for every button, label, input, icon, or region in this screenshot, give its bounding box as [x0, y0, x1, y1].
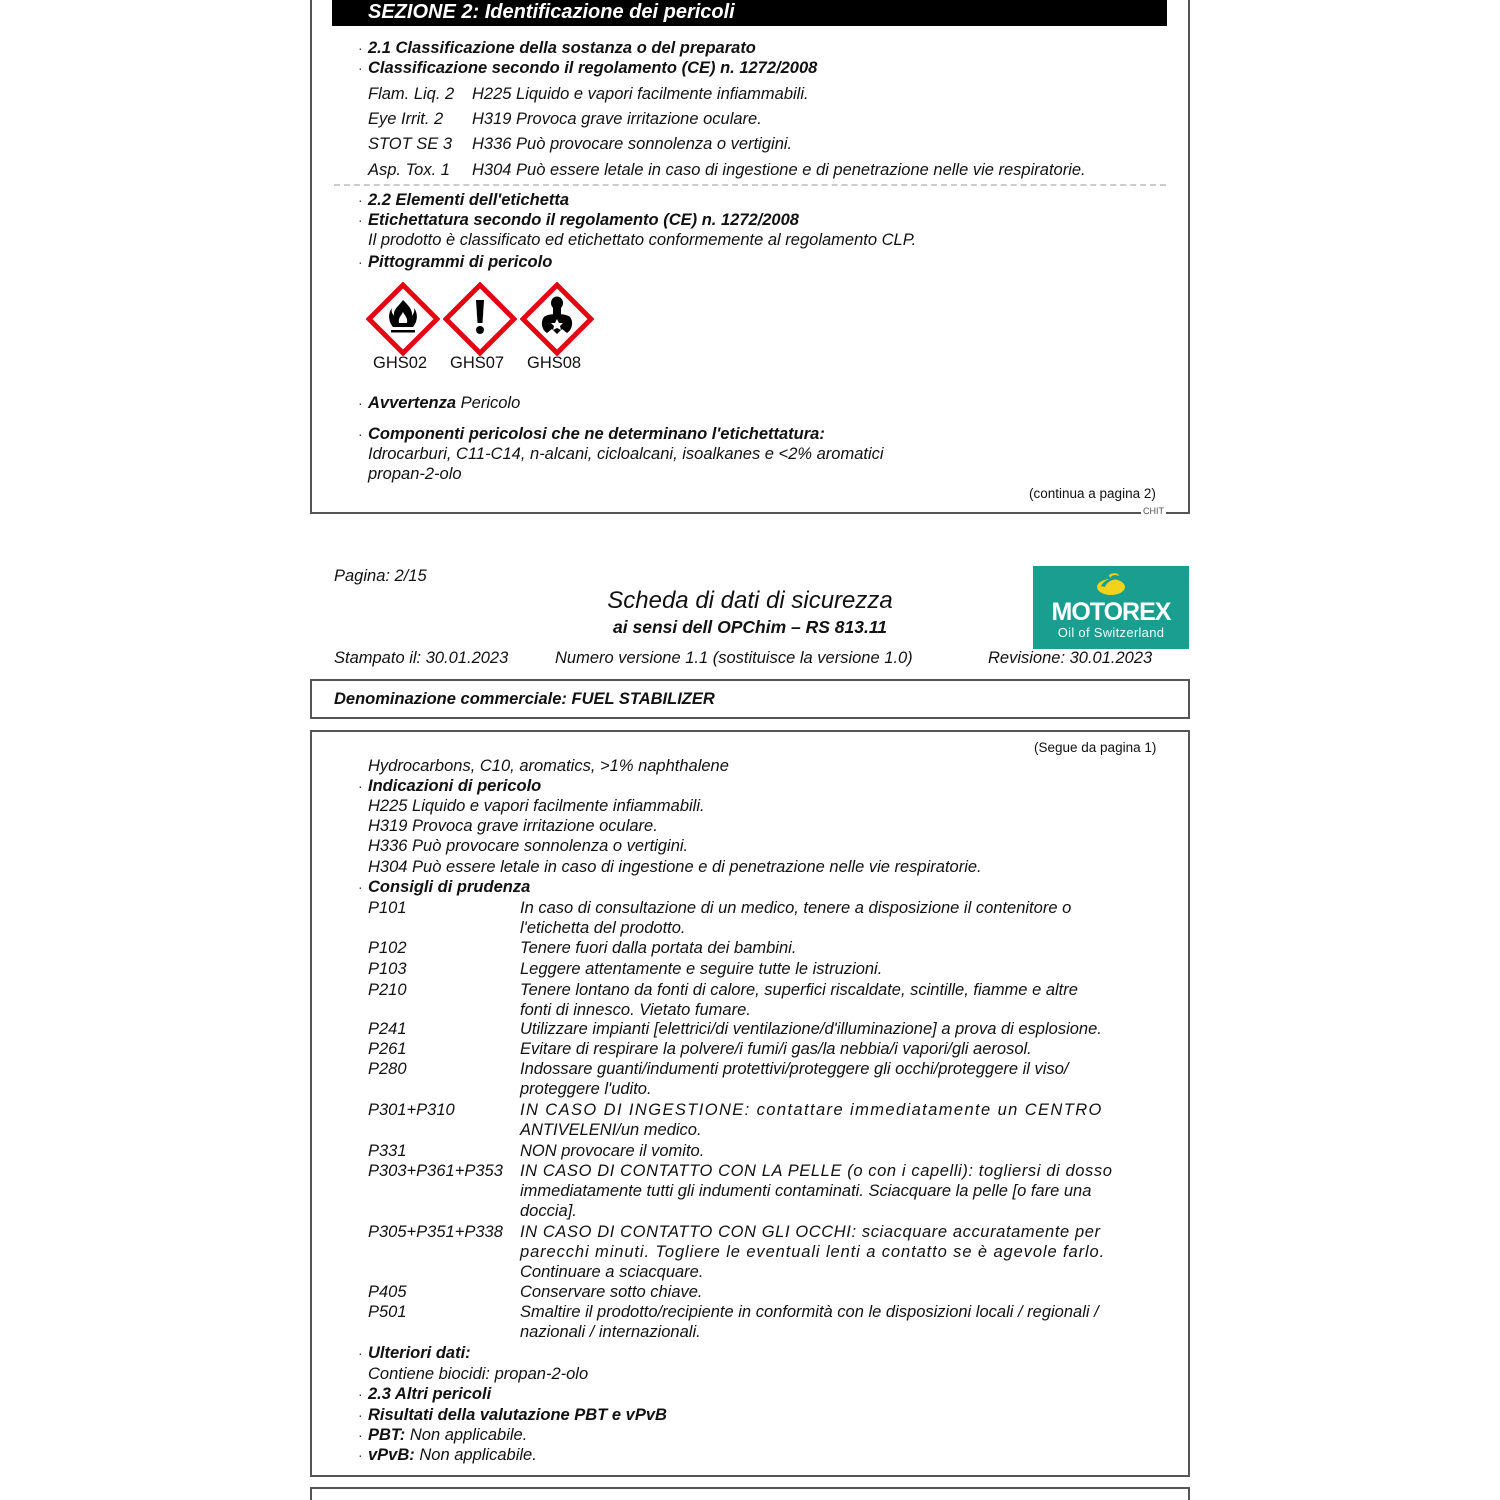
- p-code: P331: [368, 1142, 407, 1160]
- signal-word-value: Pericolo: [460, 394, 521, 412]
- class-statement: H225 Liquido e vapori facilmente infiammabili.: [472, 85, 809, 103]
- p-code: P102: [368, 939, 407, 957]
- revision-date: Revisione: 30.01.2023: [988, 649, 1153, 667]
- p-code: P103: [368, 960, 407, 978]
- signal-word-label: Avvertenza: [368, 394, 457, 412]
- p-text: immediatamente tutti gli indumenti contaminati. Sciacquare la pelle [o fare una: [520, 1182, 1092, 1200]
- bullet: ·: [358, 1386, 363, 1402]
- pbt-heading: Risultati della valutazione PBT e vPvB: [368, 1406, 667, 1424]
- p-text: parecchi minuti. Togliere le eventuali lenti a contatto se è agevole farlo.: [520, 1243, 1106, 1261]
- p-code: P261: [368, 1040, 407, 1058]
- components-heading: Componenti pericolosi che ne determinano l'etichettatura:: [368, 425, 825, 443]
- continued-note: (continua a pagina 2): [1029, 486, 1156, 501]
- section-2-header: SEZIONE 2: Identificazione dei pericoli: [332, 0, 1167, 26]
- printed-date: Stampato il: 30.01.2023: [334, 649, 509, 667]
- p-text: proteggere l'udito.: [520, 1080, 652, 1098]
- p-text: Smaltire il prodotto/recipiente in conformità con le disposizioni locali / regionali /: [520, 1303, 1099, 1321]
- bullet: ·: [358, 60, 363, 76]
- hazard-statements-heading: Indicazioni di pericolo: [368, 777, 542, 795]
- bullet: ·: [358, 879, 363, 895]
- p-text: IN CASO DI CONTATTO CON GLI OCCHI: sciacquare accuratamente per: [520, 1223, 1101, 1241]
- p-text: Tenere lontano da fonti di calore, superfici riscaldate, scintille, fiamme e altre: [520, 981, 1078, 999]
- class-category: Eye Irrit. 2: [368, 110, 444, 128]
- p-code: P210: [368, 981, 407, 999]
- trade-name: Denominazione commerciale: FUEL STABILIZER: [334, 690, 715, 708]
- p-text: Indossare guanti/indumenti protettivi/proteggere gli occhi/proteggere il viso/: [520, 1060, 1069, 1078]
- hazard-statement: H336 Può provocare sonnolenza o vertigini.: [368, 837, 689, 855]
- next-section-box: [310, 1487, 1190, 1500]
- hazard-statement: H304 Può essere letale in caso di ingestione e di penetrazione nelle vie respiratorie.: [368, 858, 982, 876]
- document-subtitle: ai sensi dell OPChim – RS 813.11: [613, 617, 887, 637]
- p-code: P405: [368, 1283, 407, 1301]
- p-code: P280: [368, 1060, 407, 1078]
- class-category: STOT SE 3: [368, 135, 453, 153]
- signal-word: [368, 393, 520, 413]
- bullet: ·: [358, 778, 363, 794]
- pictogram-label: GHS08: [527, 354, 582, 372]
- footer-code: CHIT: [1143, 506, 1164, 516]
- p-text: Tenere fuori dalla portata dei bambini.: [520, 939, 797, 957]
- s23-heading: 2.3 Altri pericoli: [368, 1385, 492, 1403]
- pictogram-label: GHS02: [373, 354, 428, 372]
- classification-row: [368, 134, 792, 154]
- bullet: ·: [358, 1427, 363, 1443]
- exclamation-mark-icon: [443, 282, 517, 356]
- bullet: ·: [358, 1345, 363, 1361]
- flame-icon: [366, 282, 440, 356]
- p-text: IN CASO DI CONTATTO CON LA PELLE (o con i capelli): togliersi di dosso: [520, 1162, 1113, 1180]
- pbt-result: PBT: Non applicabile.: [368, 1426, 528, 1444]
- pictograms-heading: Pittogrammi di pericolo: [368, 253, 553, 271]
- hazard-statement: H225 Liquido e vapori facilmente infiammabili.: [368, 797, 705, 815]
- motorex-logo: [1033, 566, 1189, 649]
- p-code: P305+P351+P338: [368, 1223, 503, 1241]
- page-number: Pagina: 2/15: [334, 567, 427, 585]
- s21-subheading: Classificazione secondo il regolamento (CE) n. 1272/2008: [368, 59, 818, 77]
- component-item: propan-2-olo: [368, 465, 462, 483]
- hazard-statement: H319 Provoca grave irritazione oculare.: [368, 817, 658, 835]
- class-category: Asp. Tox. 1: [368, 161, 450, 179]
- s22-heading: 2.2 Elementi dell'etichetta: [368, 191, 570, 209]
- logo-tagline: Oil of Switzerland: [1057, 625, 1165, 640]
- p-text: Leggere attentamente e seguire tutte le istruzioni.: [520, 960, 883, 978]
- p-text: nazionali / internazionali.: [520, 1323, 701, 1341]
- follows-note: (Segue da pagina 1): [1034, 740, 1157, 755]
- p-text: IN CASO DI INGESTIONE: contattare immediatamente un CENTRO: [520, 1101, 1103, 1119]
- p-code: P241: [368, 1020, 407, 1038]
- p-text: Conservare sotto chiave.: [520, 1283, 703, 1301]
- class-category: Flam. Liq. 2: [368, 85, 455, 103]
- class-statement: H319 Provoca grave irritazione oculare.: [472, 110, 762, 128]
- classification-row: [368, 84, 809, 104]
- bullet: ·: [358, 1447, 363, 1463]
- dashed-divider: [334, 184, 1166, 186]
- p-text: NON provocare il vomito.: [520, 1142, 705, 1160]
- p-code: P303+P361+P353: [368, 1162, 503, 1180]
- logo-brand: MOTOREX: [1051, 598, 1171, 626]
- version-number: Numero versione 1.1 (sostituisce la versione 1.0): [555, 649, 913, 667]
- p-text: ANTIVELENI/un medico.: [520, 1121, 702, 1139]
- health-hazard-icon: [520, 282, 594, 356]
- further-data-text: Contiene biocidi: propan-2-olo: [368, 1365, 589, 1383]
- further-data-heading: Ulteriori dati:: [368, 1344, 471, 1362]
- p-text: l'etichetta del prodotto.: [520, 919, 686, 937]
- p-code: P501: [368, 1303, 407, 1321]
- bullet: ·: [358, 40, 363, 56]
- s22-subheading: Etichettatura secondo il regolamento (CE) n. 1272/2008: [368, 211, 799, 229]
- p-text: Utilizzare impianti [elettrici/di ventilazione/d'illuminazione] a prova di esplosione.: [520, 1020, 1102, 1038]
- precautionary-heading: Consigli di prudenza: [368, 878, 531, 896]
- bullet: ·: [358, 212, 363, 228]
- bullet: ·: [358, 395, 363, 411]
- pictogram-label: GHS07: [450, 354, 505, 372]
- trade-name-box: [310, 679, 1190, 719]
- p-text: doccia].: [520, 1202, 577, 1220]
- bullet: ·: [358, 1407, 363, 1423]
- class-statement: H304 Può essere letale in caso di ingestione e di penetrazione nelle vie respiratorie.: [472, 161, 1086, 179]
- p-code: P301+P310: [368, 1101, 455, 1119]
- classification-row: [368, 160, 1086, 180]
- component-item: Idrocarburi, C11-C14, n-alcani, cicloalcani, isoalkanes e <2% aromatici: [368, 445, 884, 463]
- bullet: ·: [358, 426, 363, 442]
- document-title: Scheda di dati di sicurezza: [607, 587, 893, 614]
- classification-row: [368, 109, 762, 129]
- p-text: fonti di innesco. Vietato fumare.: [520, 1001, 751, 1019]
- p-text: Evitare di respirare la polvere/i fumi/i gas/la nebbia/i vapori/gli aerosol.: [520, 1040, 1032, 1058]
- bullet: ·: [358, 254, 363, 270]
- p-text: In caso di consultazione di un medico, tenere a disposizione il contenitore o: [520, 899, 1072, 917]
- class-statement: H336 Può provocare sonnolenza o vertigini.: [472, 135, 793, 153]
- vpvb-result: vPvB: Non applicabile.: [368, 1446, 537, 1464]
- component-item: Hydrocarbons, C10, aromatics, >1% naphthalene: [368, 757, 729, 775]
- s21-heading: 2.1 Classificazione della sostanza o del preparato: [368, 39, 756, 57]
- s22-text: Il prodotto è classificato ed etichettato conformemente al regolamento CLP.: [368, 231, 917, 249]
- p-text: Continuare a sciacquare.: [520, 1263, 704, 1281]
- bullet: ·: [358, 192, 363, 208]
- logo-swirl-icon: [1095, 572, 1127, 596]
- p-code: P101: [368, 899, 407, 917]
